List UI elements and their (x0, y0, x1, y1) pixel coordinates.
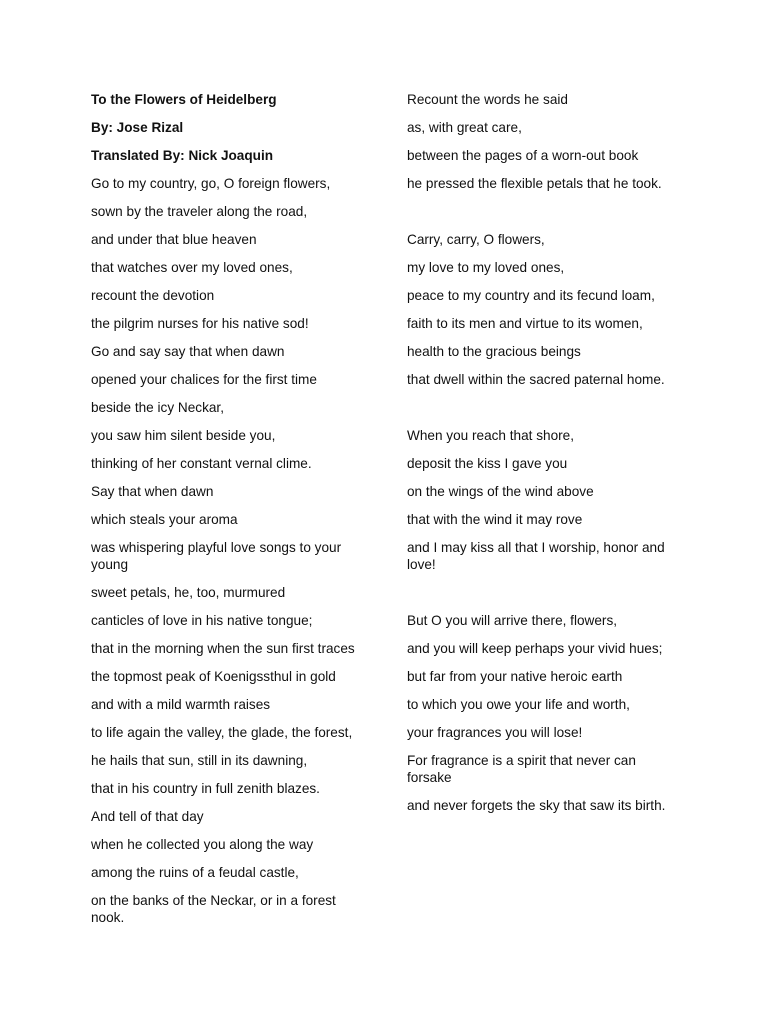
poem-line: on the wings of the wind above (407, 484, 594, 499)
poem-line: opened your chalices for the first time (91, 372, 317, 387)
poem-line: Say that when dawn (91, 484, 214, 499)
poem-line: you saw him silent beside you, (91, 428, 276, 443)
poem-line: recount the devotion (91, 288, 215, 303)
poem-line: that watches over my loved ones, (91, 260, 293, 275)
left-column (91, 91, 359, 937)
poem-line: the pilgrim nurses for his native sod! (91, 316, 309, 331)
poem-line: among the ruins of a feudal castle, (91, 865, 299, 880)
poem-line: sown by the traveler along the road, (91, 204, 308, 219)
poem-line: the topmost peak of Koenigssthul in gold (91, 669, 336, 684)
poem-line: to which you owe your life and worth, (407, 697, 630, 712)
poem-line: your fragrances you will lose! (407, 725, 583, 740)
stanza-break (407, 203, 682, 231)
poem-line: was whispering playful love songs to your young (91, 540, 342, 572)
poem-line: Carry, carry, O flowers, (407, 232, 545, 247)
poem-line: beside the icy Neckar, (91, 400, 224, 415)
stanza-break (407, 399, 682, 427)
poem-line: and never forgets the sky that saw its birth. (407, 798, 666, 813)
poem-line: he pressed the flexible petals that he took. (407, 176, 662, 191)
poem-line: and I may kiss all that I worship, honor and love! (407, 540, 665, 572)
poem-line: as, with great care, (407, 120, 522, 135)
poem-line: and with a mild warmth raises (91, 697, 271, 712)
poem-line: but far from your native heroic earth (407, 669, 623, 684)
poem-title: To the Flowers of Heidelberg (91, 92, 277, 107)
right-column (407, 91, 682, 825)
poem-line: and you will keep perhaps your vivid hues; (407, 641, 663, 656)
poem-line: thinking of her constant vernal clime. (91, 456, 312, 471)
poem-line: which steals your aroma (91, 512, 238, 527)
poem-line: on the banks of the Neckar, or in a forest nook. (91, 893, 336, 925)
poem-line: And tell of that day (91, 809, 204, 824)
poem-line: Go and say say that when dawn (91, 344, 285, 359)
stanza (407, 612, 682, 814)
poem-line: and under that blue heaven (91, 232, 257, 247)
poem-author: By: Jose Rizal (91, 120, 184, 135)
poem-line: Go to my country, go, O foreign flowers, (91, 176, 331, 191)
poem-line: health to the gracious beings (407, 344, 581, 359)
poem-line: my love to my loved ones, (407, 260, 565, 275)
poem-line: that in his country in full zenith blazes. (91, 781, 320, 796)
stanza-break (407, 584, 682, 612)
poem-line: sweet petals, he, too, murmured (91, 585, 286, 600)
poem-line: peace to my country and its fecund loam, (407, 288, 655, 303)
left-poem-lines (91, 175, 359, 926)
poem-line: between the pages of a worn-out book (407, 148, 639, 163)
stanza (407, 427, 682, 573)
poem-line: faith to its men and virtue to its women, (407, 316, 643, 331)
poem-line: to life again the valley, the glade, the forest, (91, 725, 353, 740)
poem-line: When you reach that shore, (407, 428, 574, 443)
poem-line: he hails that sun, still in its dawning, (91, 753, 308, 768)
poem-line: that with the wind it may rove (407, 512, 583, 527)
poem-line: For fragrance is a spirit that never can forsake (407, 753, 636, 785)
stanza (407, 231, 682, 388)
poem-line: But O you will arrive there, flowers, (407, 613, 618, 628)
poem-line: that dwell within the sacred paternal home. (407, 372, 665, 387)
poem-line: that in the morning when the sun first traces (91, 641, 355, 656)
poem-line: when he collected you along the way (91, 837, 314, 852)
poem-line: deposit the kiss I gave you (407, 456, 568, 471)
poem-line: Recount the words he said (407, 92, 568, 107)
poem-line: canticles of love in his native tongue; (91, 613, 313, 628)
poem-translator: Translated By: Nick Joaquin (91, 148, 274, 163)
stanza (407, 91, 682, 192)
